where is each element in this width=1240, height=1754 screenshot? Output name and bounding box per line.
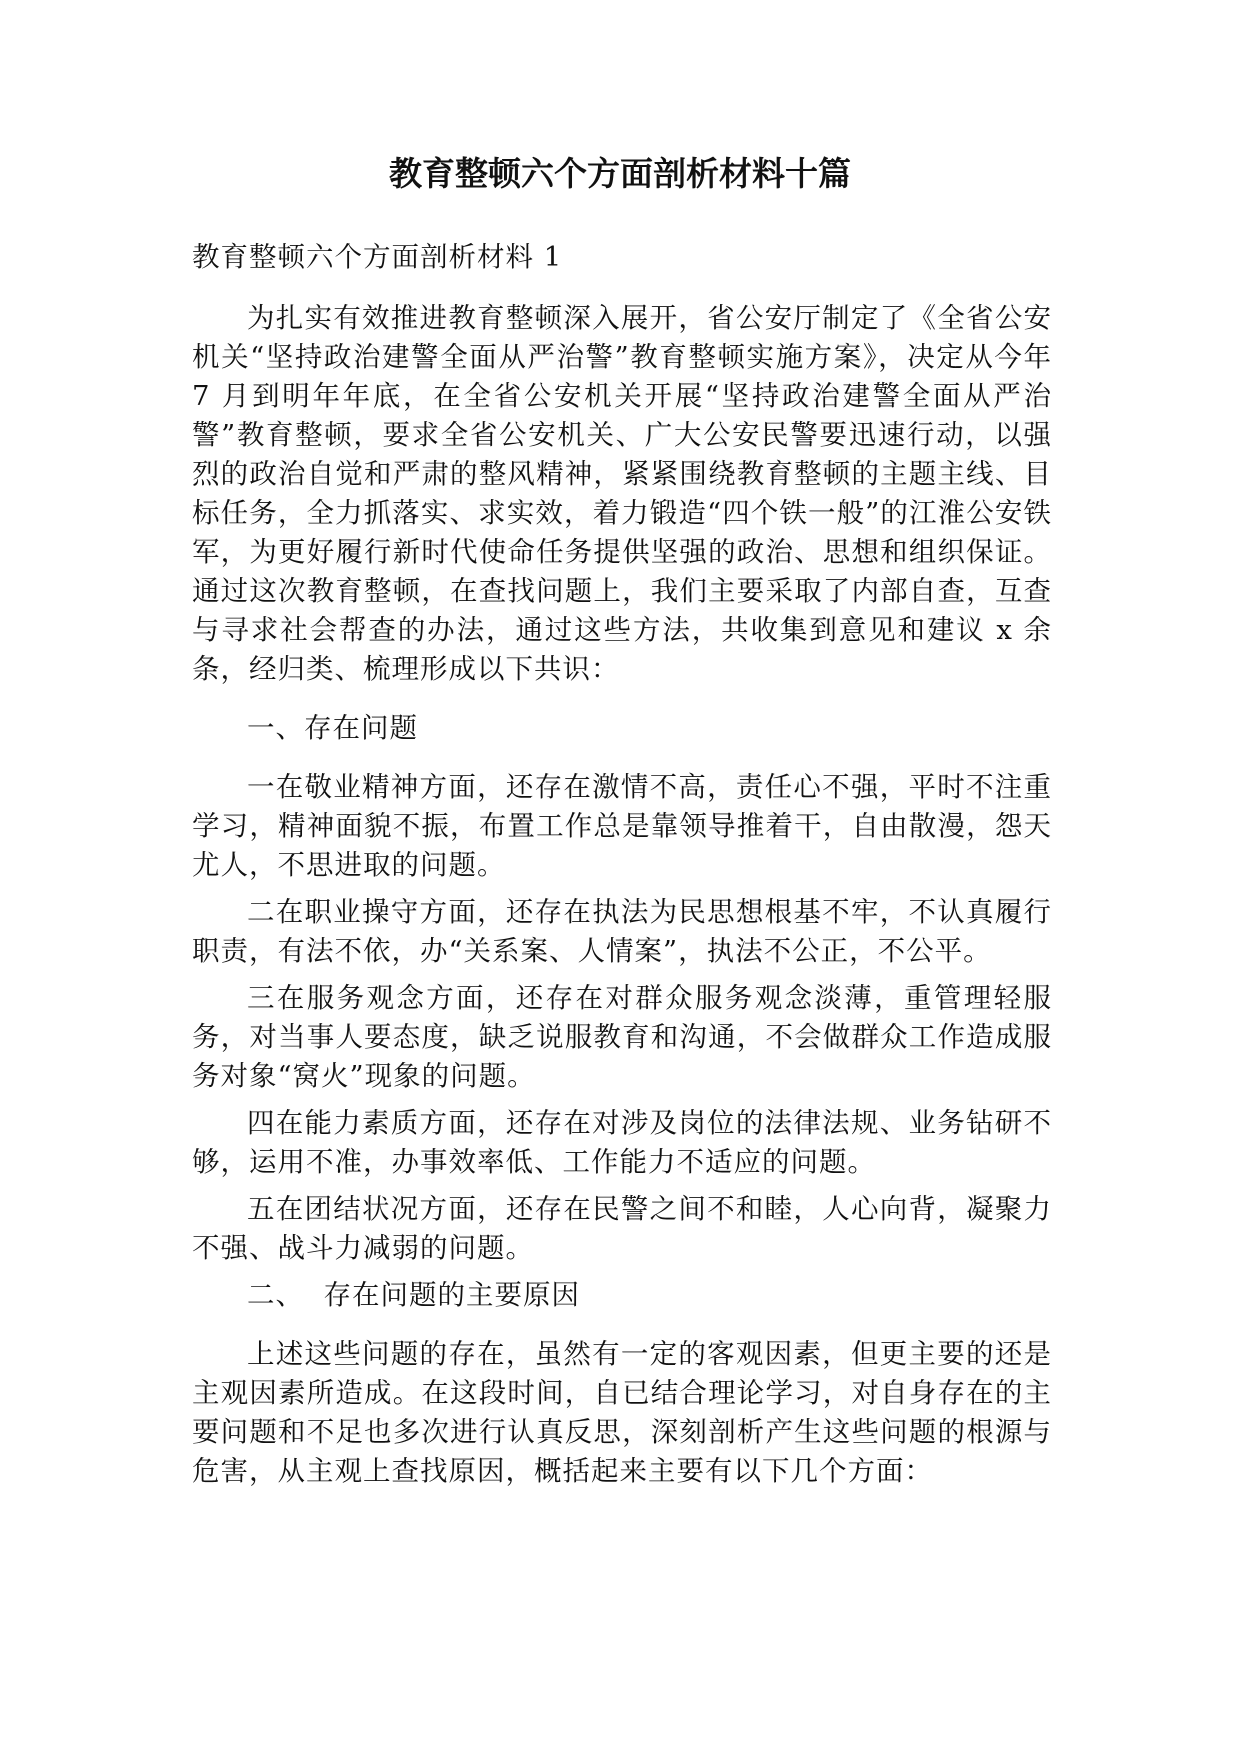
paragraph-problem-4: 四在能力素质方面，还存在对涉及岗位的法律法规、业务钻研不够，运用不准，办事效率低、工作能力不适应的问题。 (192, 1107, 1052, 1178)
document-body (192, 238, 1052, 1491)
paragraph-problem-5: 五在团结状况方面，还存在民警之间不和睦，人心向背，凝聚力不强、战斗力减弱的问题。 (192, 1193, 1052, 1264)
paragraph-problem-3: 三在服务观念方面，还存在对群众服务观念淡薄，重管理轻服务，对当事人要态度，缺乏说服教育和沟通，不会做群众工作造成服务对象“窝火”现象的问题。 (192, 982, 1052, 1092)
heading-causes: 二、 存在问题的主要原因 (247, 1279, 580, 1311)
paragraph-problem-1: 一在敬业精神方面，还存在激情不高，责任心不强，平时不注重学习，精神面貌不振，布置工作总是靠领导推着干，自由散漫，怨天尤人，不思进取的问题。 (192, 771, 1052, 881)
section-subtitle: 教育整顿六个方面剖析材料 1 (192, 241, 563, 273)
paragraph-problem-2: 二在职业操守方面，还存在执法为民思想根基不牢，不认真履行职责，有法不依，办“关系案、人情案”，执法不公正，不公平。 (192, 896, 1052, 967)
heading-problems: 一、存在问题 (247, 712, 418, 744)
paragraph-causes: 上述这些问题的存在，虽然有一定的客观因素，但更主要的还是主观因素所造成。在这段时间，自已结合理论学习，对自身存在的主要问题和不足也多次进行认真反思，深刻剖析产生这些问题的根源与危害，从主观上查找原因，概括起来主要有以下几个方面： (192, 1338, 1052, 1487)
paragraph-intro: 为扎实有效推进教育整顿深入展开，省公安厅制定了《全省公安机关“坚持政治建警全面从严治警”教育整顿实施方案》，决定从今年 7 月到明年年底，在全省公安机关开展“坚持政治建警全面从严治警”教育整顿，要求全省公安机关、广大公安民警要迅速行动，以强烈的政治自觉和严肃的整风精神，紧紧围绕教育整顿的主题主线、目标任务，全力抓落实、求实效，着力锻造“四个铁一般”的江淮公安铁军，为更好履行新时代使命任务提供坚强的政治、思想和组织保证。通过这次教育整顿，在查找问题上，我们主要采取了内部自查，互查与寻求社会帮查的办法，通过这些方法，共收集到意见和建议 x 余条，经归类、梳理形成以下共识： (192, 302, 1052, 685)
document-title: 教育整顿六个方面剖析材料十篇 (389, 154, 851, 193)
